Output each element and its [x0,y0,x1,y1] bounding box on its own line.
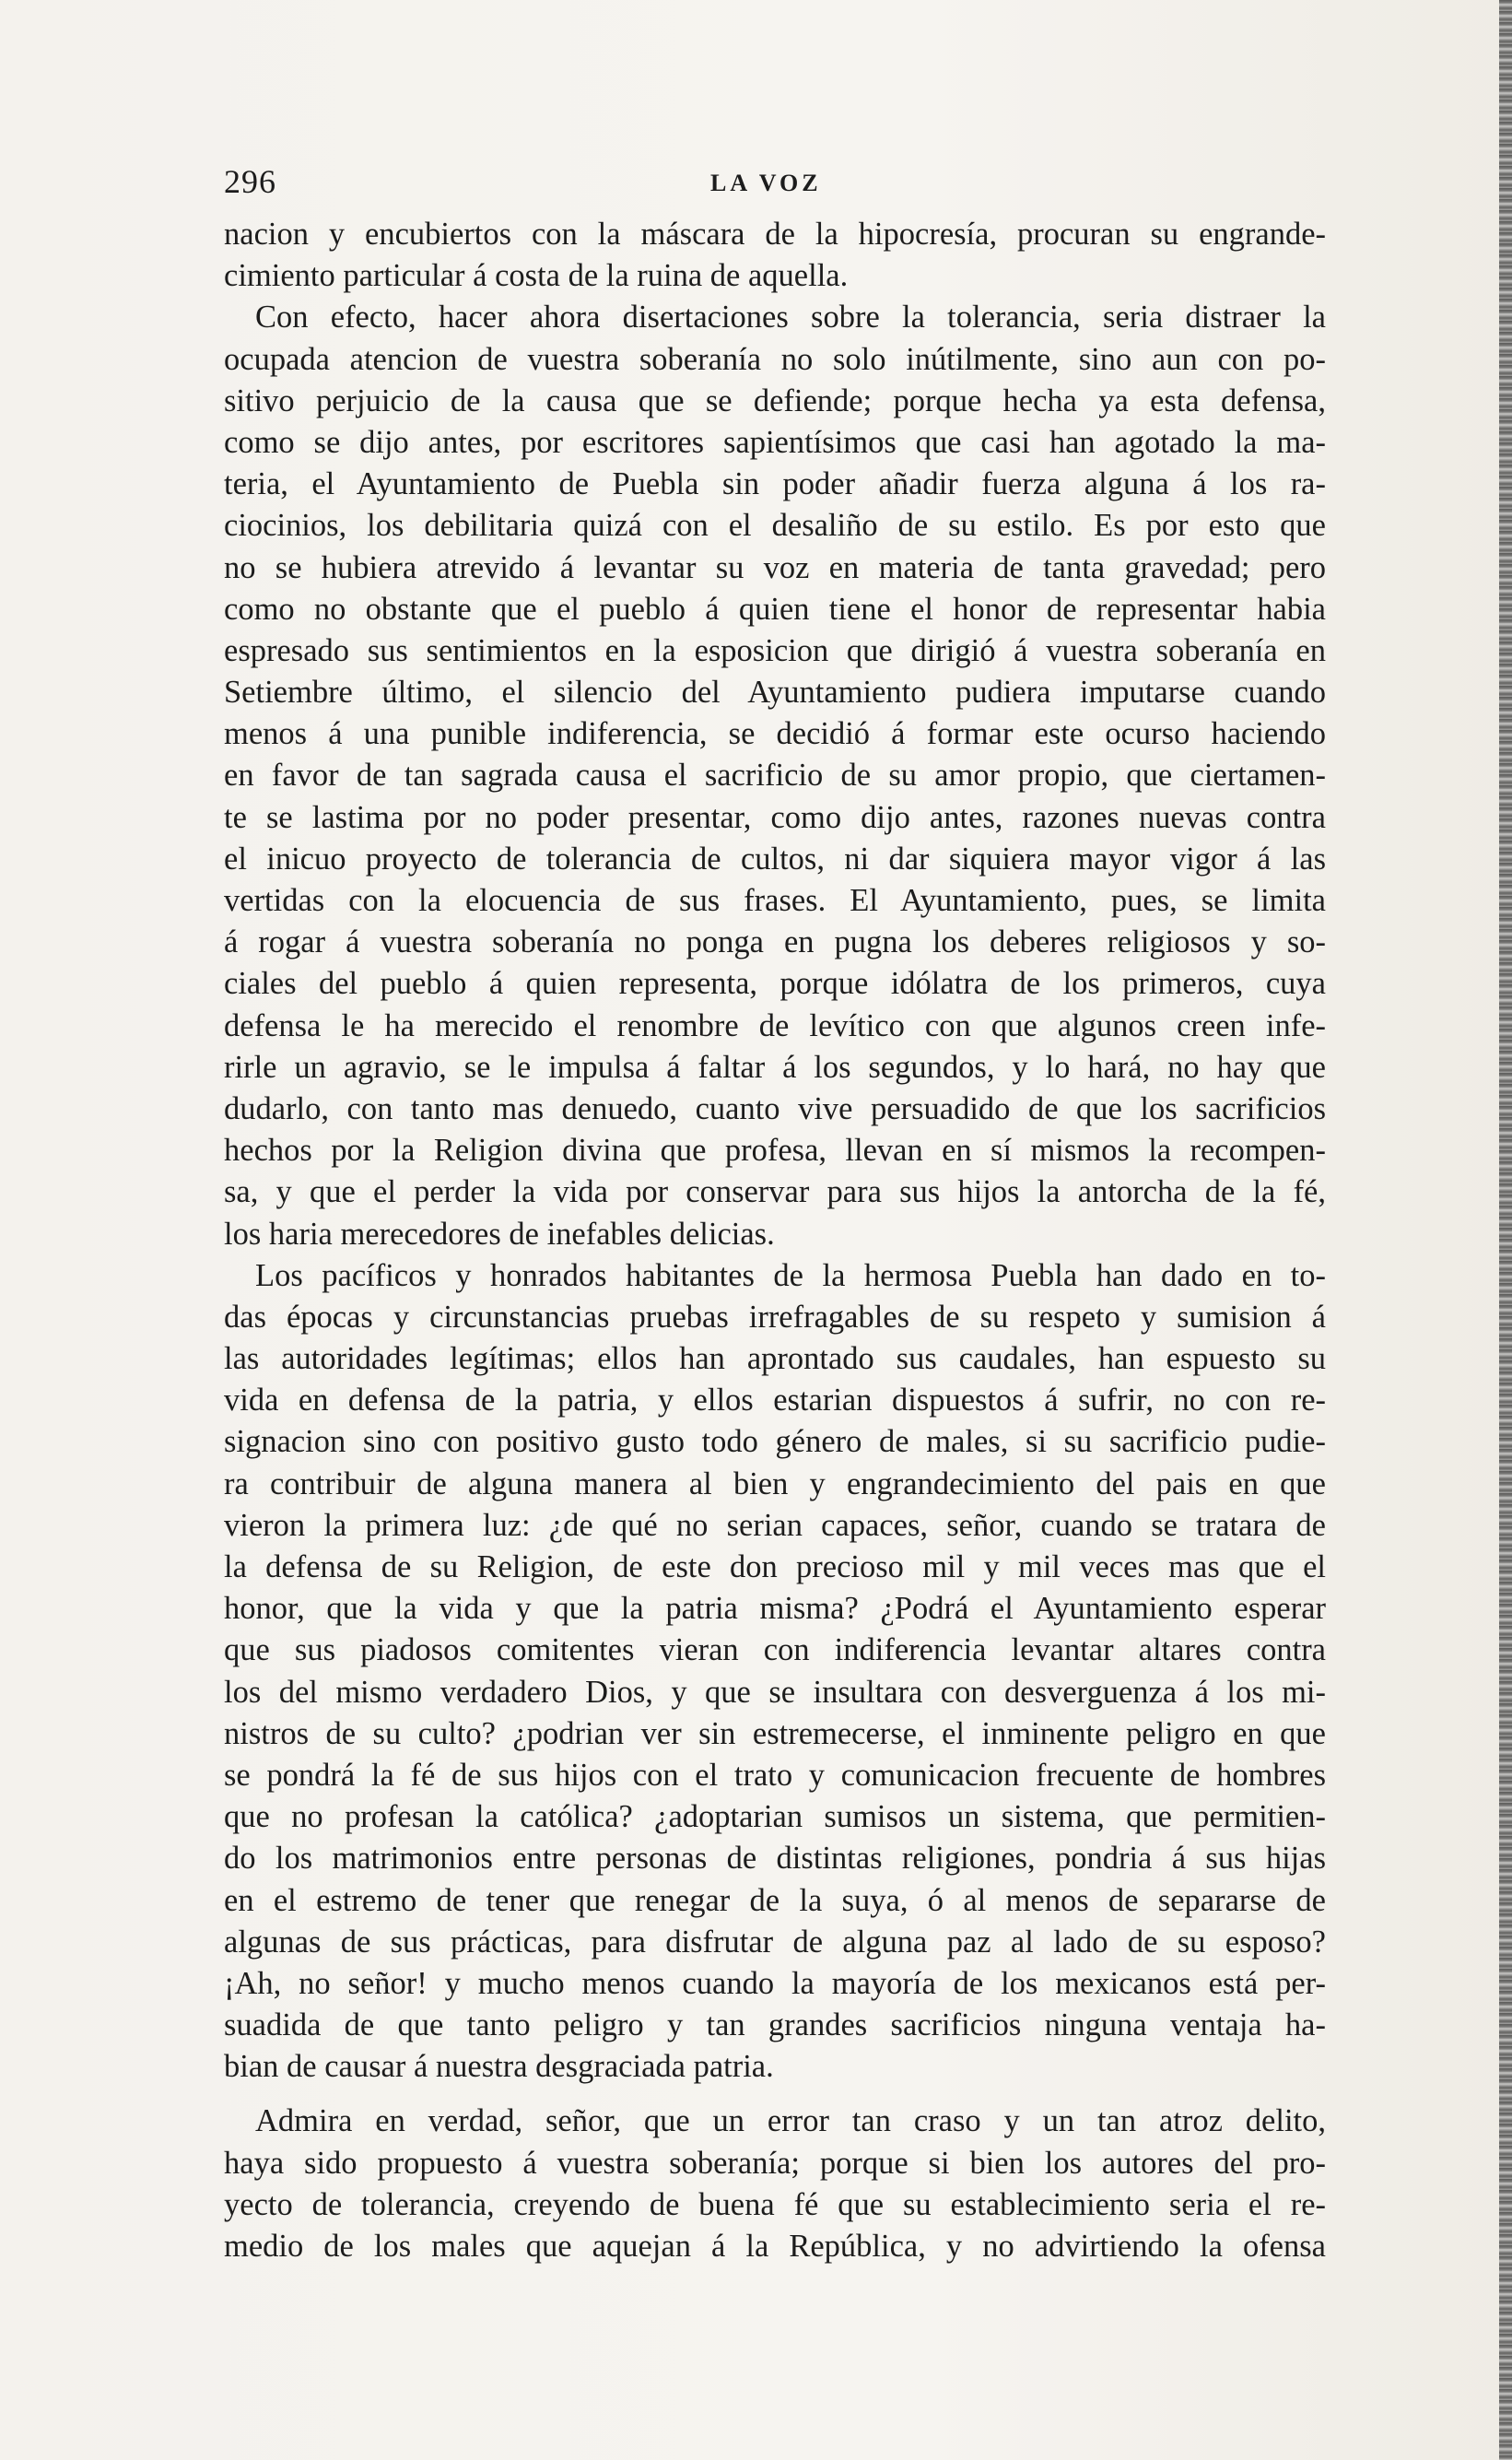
text-line: Admira en verdad, señor, que un error tan craso y un tan atroz delito, [255,2103,1326,2139]
text-line: en el estremo de tener que renegar de la suya, ó al menos de separarse de [224,1882,1326,1918]
text-line: haya sido propuesto á vuestra soberanía; porque si bien los autores del pro- [224,2145,1326,2181]
text-line: los del mismo verdadero Dios, y que se insultara con desverguenza á los mi- [224,1674,1326,1710]
text-line: signacion sino con positivo gusto todo género de males, si su sacrificio pudie- [224,1424,1326,1460]
text-line: vertidas con la elocuencia de sus frases. El Ayuntamiento, pues, se limita [224,883,1326,918]
text-line: no se hubiera atrevido á levantar su voz en materia de tanta gravedad; pero [224,549,1326,585]
text-line: dudarlo, con tanto mas denuedo, cuanto vive persuadido de que los sacrificios [224,1090,1326,1126]
text-line: Setiembre último, el silencio del Ayuntamiento pudiera imputarse cuando [224,675,1326,711]
text-line: do los matrimonios entre personas de distintas religiones, pondria á sus hijas [224,1841,1326,1877]
text-line: el inicuo proyecto de tolerancia de cultos, ni dar siquiera mayor vigor á las [224,841,1326,877]
text-line: cimiento particular á costa de la ruina de aquella. [224,258,849,294]
text-line: vieron la primera luz: ¿de qué no serian capaces, señor, cuando se tratara de [224,1507,1326,1543]
text-line: te se lastima por no poder presentar, como dijo antes, razones nuevas contra [224,799,1326,835]
text-line: vida en defensa de la patria, y ellos estarian dispuestos á sufrir, no con re- [224,1383,1326,1418]
text-line: ocupada atencion de vuestra soberanía no solo inútilmente, sino aun con po- [224,341,1326,377]
text-line: ciales del pueblo á quien representa, porque idólatra de los primeros, cuya [224,966,1326,1002]
text-line: como se dijo antes, por escritores sapientísimos que casi han agotado la ma- [224,424,1326,460]
text-line: menos á una punible indiferencia, se decidió á formar este ocurso haciendo [224,716,1326,752]
text-line: Los pacíficos y honrados habitantes de la hermosa Puebla han dado en to- [255,1257,1326,1293]
page-header [224,162,1330,208]
text-line: nistros de su culto? ¿podrian ver sin estremecerse, el inminente peligro en que [224,1715,1326,1751]
text-line: bian de causar á nuestra desgraciada patria. [224,2049,774,2085]
text-line: que no profesan la católica? ¿adoptarian sumisos un sistema, que permitien- [224,1799,1326,1835]
text-line: das épocas y circunstancias pruebas irrefragables de su respeto y sumision á [224,1299,1326,1335]
text-line: honor, que la vida y que la patria misma? ¿Podrá el Ayuntamiento esperar [224,1591,1326,1627]
text-line: las autoridades legítimas; ellos han aprontado sus caudales, han espuesto su [224,1341,1326,1377]
paragraph-gap [224,2088,1326,2101]
text-line: teria, el Ayuntamiento de Puebla sin poder añadir fuerza alguna á los ra- [224,466,1326,502]
text-line: ciocinios, los debilitaria quizá con el desaliño de su estilo. Es por esto que [224,508,1326,544]
text-line: los haria merecedores de inefables delicias. [224,1216,775,1252]
page-number: 296 [224,163,276,200]
text-line: medio de los males que aquejan á la República, y no advirtiendo la ofensa [224,2229,1326,2264]
text-line: espresado sus sentimientos en la esposicion que dirigió á vuestra soberanía en [224,632,1326,668]
text-line: como no obstante que el pueblo á quien tiene el honor de representar habia [224,591,1326,627]
text-line: algunas de sus prácticas, para disfrutar de alguna paz al lado de su esposo? [224,1924,1326,1960]
text-line: Con efecto, hacer ahora disertaciones sobre la tolerancia, seria distraer la [255,300,1326,335]
text-line: ¡Ah, no señor! y mucho menos cuando la mayoría de los mexicanos está per- [224,1965,1326,2001]
text-line: sitivo perjuicio de la causa que se defiende; porque hecha ya esta defensa, [224,383,1326,418]
text-line: la defensa de su Religion, de este don precioso mil y mil veces mas que el [224,1549,1326,1584]
running-title: LA VOZ [710,170,822,196]
text-line: en favor de tan sagrada causa el sacrificio de su amor propio, que ciertamen- [224,758,1326,794]
text-line: nacion y encubiertos con la máscara de la hipocresía, procuran su engrande- [224,217,1326,252]
text-line: que sus piadosos comitentes vieran con indiferencia levantar altares contra [224,1632,1326,1668]
text-line: suadida de que tanto peligro y tan grandes sacrificios ninguna ventaja ha- [224,2007,1326,2043]
text-line: se pondrá la fé de sus hijos con el trato y comunicacion frecuente de hombres [224,1757,1326,1793]
text-line: defensa le ha merecido el renombre de levítico con que algunos creen infe- [224,1007,1326,1043]
text-line: sa, y que el perder la vida por conservar para sus hijos la antorcha de la fé, [224,1174,1326,1210]
page-edge-shadow [1499,0,1512,2460]
text-line: hechos por la Religion divina que profesa, llevan en sí mismos la recompen- [224,1133,1326,1169]
body-text [224,214,1326,2267]
text-line: yecto de tolerancia, creyendo de buena fé que su establecimiento seria el re- [224,2186,1326,2222]
text-line: á rogar á vuestra soberanía no ponga en pugna los deberes religiosos y so- [224,924,1326,960]
text-line: ra contribuir de alguna manera al bien y engrandecimiento del pais en que [224,1465,1326,1501]
text-line: rirle un agravio, se le impulsa á faltar á los segundos, y lo hará, no hay que [224,1049,1326,1085]
